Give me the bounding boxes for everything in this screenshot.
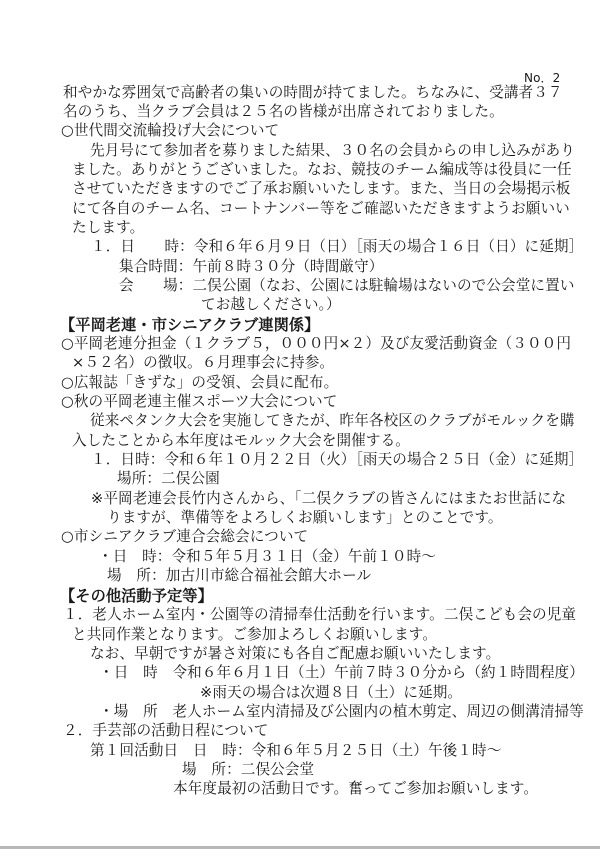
text-line: ・場 所 老人ホーム室内清掃及び公園内の植木剪定、周辺の側溝清掃等 <box>99 703 584 720</box>
text-line: 和やかな雰囲気で高齢者の集いの時間が持てました。ちなみに、受講者３７ <box>63 84 563 101</box>
text-line: １．日 時：令和６年６月９日（日）［雨天の場合１６日（日）に延期］ <box>91 238 584 255</box>
text-line: ※雨天の場合は次週８日（土）に延期。 <box>200 684 463 701</box>
text-line: １．日時：令和６年１０月２２日（火）［雨天の場合２５日（金）に延期］ <box>91 451 584 468</box>
text-line: ２．手芸部の活動日程について <box>63 722 269 739</box>
text-line: 場 所：加古川市総合福祉会館大ホール <box>107 567 372 584</box>
page-number: No．2 <box>524 71 561 85</box>
text-line: 従来ペタンク大会を実施してきたが、昨年各校区のクラブがモルックを購 <box>90 412 575 429</box>
section-heading: ○秋の平岡老連主催スポーツ大会について <box>61 393 338 410</box>
section-title: 【その他活動予定等】 <box>60 587 213 605</box>
section-heading: ○市シニアクラブ連合会総会について <box>61 528 309 545</box>
text-line: 場 所：二俣公会堂 <box>182 761 315 778</box>
text-line: 第１回活動日 日 時：令和６年５月２５日（土）午後１時～ <box>90 742 502 759</box>
text-line: りますが、準備等をよろしくお願いします」とのことです。 <box>107 509 503 526</box>
text-line: ※平岡老連会長竹内さんから、「二俣クラブの皆さんにはまたお世話にな <box>91 490 567 507</box>
text-line: 名のうち、当クラブ会員は２５名の皆様が出席されておりました。 <box>63 103 504 120</box>
text-line: ・日 時：令和５年５月３１日（金）午前１０時～ <box>98 548 436 565</box>
text-line: なお、早朝ですが暑さ対策にも各自ご配慮お願いいたします。 <box>90 645 501 662</box>
text-line: １．老人ホーム室内・公園等の清掃奉仕活動を行います。二俣こども会の児童 <box>63 606 577 623</box>
text-line: 場所：二俣公園 <box>117 470 220 487</box>
text-line: ・日 時 令和６年６月１日（土）午前７時３０分から（約１時間程度） <box>99 664 584 681</box>
section-heading: ○広報誌「きずな」の受領、会員に配布。 <box>61 374 339 391</box>
text-line: ました。ありがとうございました。なお、競技のチーム編成等は役員に一任 <box>72 161 572 178</box>
text-line: 集合時間：午前８時３０分（時間厳守） <box>119 258 384 275</box>
text-line: 入したことから本年度はモルック大会を開催する。 <box>72 432 410 449</box>
text-line: させていただきますのでご了承お願いいたします。また、当日の会場掲示板 <box>72 180 571 197</box>
section-title: 【平岡老連・市シニアクラブ連関係】 <box>60 316 320 334</box>
text-line: ×５２名）の徴収。６月理事会に持参。 <box>72 354 335 371</box>
text-line: 先月号にて参加者を募りました結果、３０名の会員からの申し込みがあり <box>90 142 575 159</box>
text-line: 本年度最初の活動日です。奮ってご参加お願いします。 <box>173 780 539 797</box>
text-line: にて各自のチーム名、コートナンバー等をご確認いただきますようお願いい <box>72 200 570 217</box>
scan-edge <box>0 846 600 849</box>
text-line: たします。 <box>72 219 145 236</box>
text-line: てお越しください。） <box>201 296 341 313</box>
text-line: と共同作業となります。ご参加よろしくお願いします。 <box>72 626 438 643</box>
section-heading: ○世代間交流輪投げ大会について <box>61 122 280 139</box>
text-line: 会 場：二俣公園（なお、公園には駐輪場はないので公会堂に置い <box>119 277 575 294</box>
section-heading: ○平岡老連分担金（１クラブ５，０００円×２）及び友愛活動資金（３００円 <box>61 335 572 352</box>
